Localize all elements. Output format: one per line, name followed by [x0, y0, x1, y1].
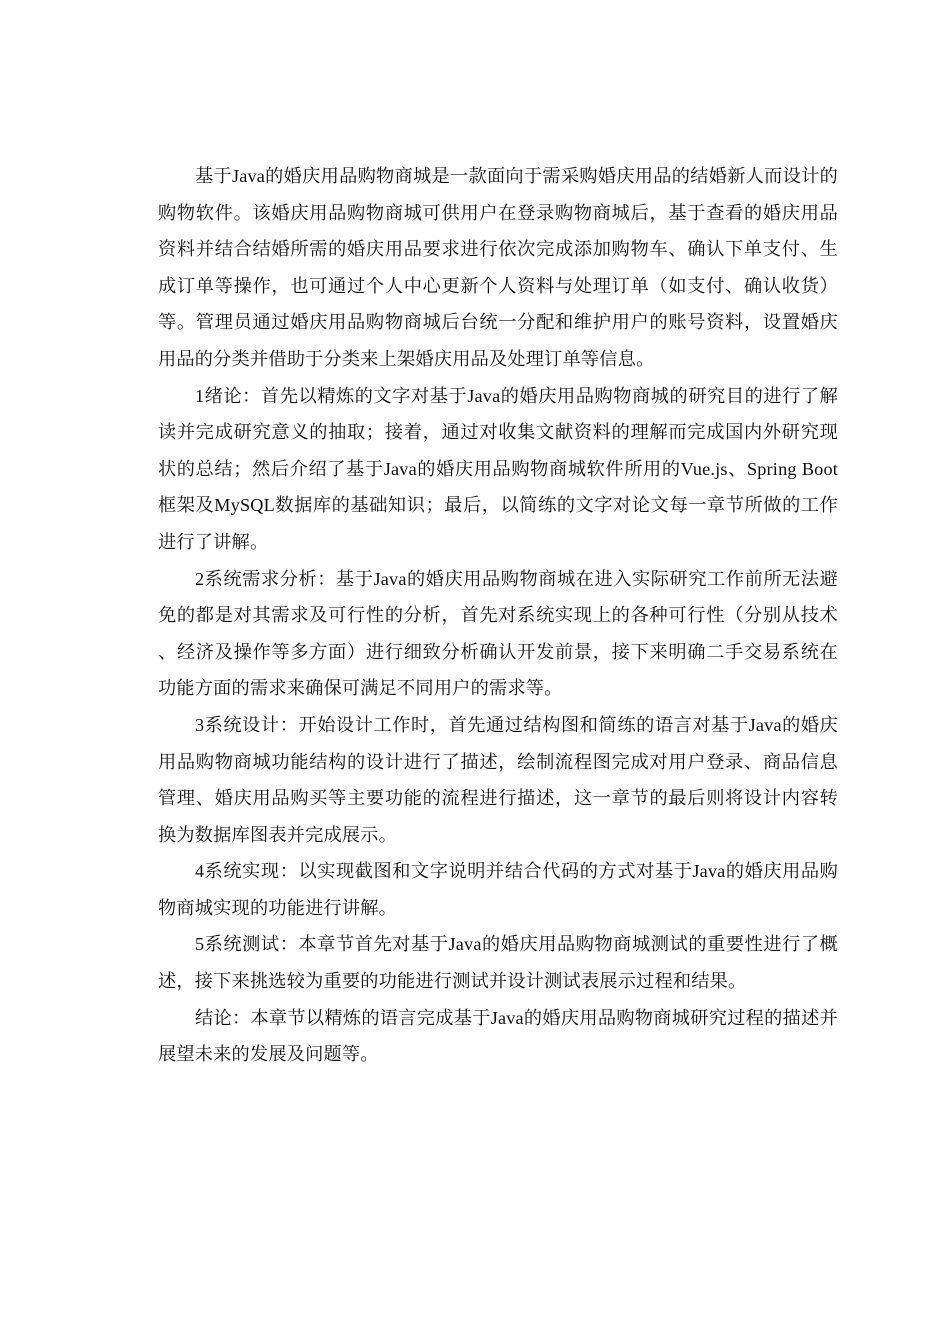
paragraph-abstract: 基于Java的婚庆用品购物商城是一款面向于需采购婚庆用品的结婚新人而设计的购物软件。该婚庆用品购物商城可供用户在登录购物商城后，基于查看的婚庆用品资料并结合结婚所需的婚庆用品要求进行依次完成添加购物车、确认下单支付、生成订单等操作，也可通过个人中心更新个人资料与处理订单（如支付、确认收货）等。管理员通过婚庆用品购物商城后台统一分配和维护用户的账号资料，设置婚庆用品的分类并借助于分类来上架婚庆用品及处理订单等信息。 — [158, 166, 838, 369]
paragraph-chapter-4-implementation: 4系统实现：以实现截图和文字说明并结合代码的方式对基于Java的婚庆用品购物商城实现的功能进行讲解。 — [158, 861, 838, 918]
document-body — [158, 158, 838, 1073]
paragraph-chapter-3-design: 3系统设计：开始设计工作时，首先通过结构图和简练的语言对基于Java的婚庆用品购物商城功能结构的设计进行了描述，绘制流程图完成对用户登录、商品信息管理、婚庆用品购买等主要功能的流程进行描述，这一章节的最后则将设计内容转换为数据库图表并完成展示。 — [158, 714, 838, 845]
paragraph-chapter-2-requirements: 2系统需求分析：基于Java的婚庆用品购物商城在进入实际研究工作前所无法避免的都是对其需求及可行性的分析，首先对系统实现上的各种可行性（分别从技术、经济及操作等多方面）进行细致分析确认开发前景，接下来明确二手交易系统在功能方面的需求来确保可满足不同用户的需求等。 — [158, 568, 838, 699]
paragraph-chapter-5-testing: 5系统测试：本章节首先对基于Java的婚庆用品购物商城测试的重要性进行了概述，接下来挑选较为重要的功能进行测试并设计测试表展示过程和结果。 — [158, 934, 838, 992]
paragraph-chapter-1-introduction: 1绪论：首先以精炼的文字对基于Java的婚庆用品购物商城的研究目的进行了解读并完成研究意义的抽取；接着，通过对收集文献资料的理解而完成国内外研究现状的总结；然后介绍了基于Java的婚庆用品购物商城软件所用的Vue.js、Spring Boot框架及MySQL数据库的基础知识；最后，以简练的文字对论文每一章节所做的工作进行了讲解。 — [158, 385, 838, 552]
paragraph-conclusion: 结论：本章节以精炼的语言完成基于Java的婚庆用品购物商城研究过程的描述并展望未来的发展及问题等。 — [158, 1007, 838, 1065]
